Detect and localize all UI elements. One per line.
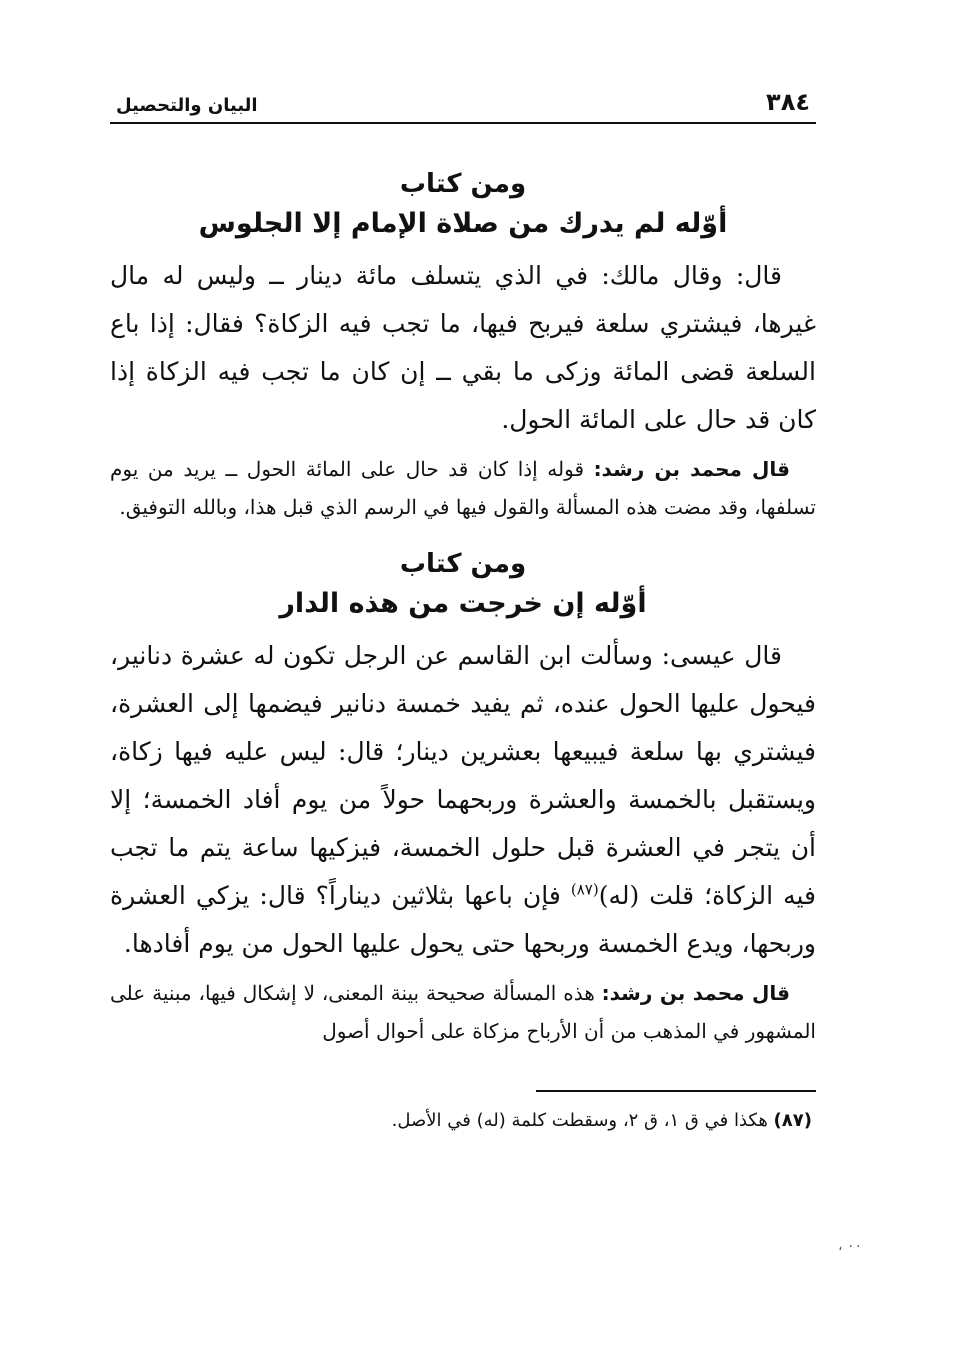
paragraph-text-part-1: قال عيسى: وسألت ابن القاسم عن الرجل تكون له عشرة دنانير، فيحول عليها الحول عنده، ثم يفيد خمسة دنانير فيضمها إلى العشرة، فيشتري بها سلعة فيبيعها بعشرين دينار؛ قال: ليس عليه فيها زكاة، ويستقبل بالخمسة والعشرة وربحهما حولاً من يوم أفاد الخمسة؛ إلا أن يتجر في العشرة قبل حلول الخمسة، فيزكيها ساعة يتم ما تجب فيه الزكاة؛ قلت (له) (110, 641, 816, 910)
section-2-heading-line-2: أوّله إن خرجت من هذه الدار (279, 588, 647, 619)
paragraph-text-part-2: فإن باعها بثلاثين ديناراً؟ قال: يزكي العشرة وربحها، ويدع الخمسة وربحها حتى يحول عليها الحول من يوم أفادها. (110, 881, 816, 958)
footnote-reference: (٨٧) (570, 880, 599, 899)
section-1-commentary (110, 450, 816, 526)
footnote (110, 1106, 816, 1136)
section-1-heading-line-2: أوّله لم يدرك من صلاة الإمام إلا الجلوس (198, 208, 728, 239)
commentary-speaker: قال محمد بن رشد: (593, 457, 790, 481)
commentary-text: قوله إذا كان قد حال على المائة الحول ــ يريد من يوم تسلفها، وقد مضت هذه المسألة والقول فيها في الرسم الذي قبل هذا، وبالله التوفيق. (110, 457, 816, 519)
commentary-text: هذه المسألة صحيحة بينة المعنى، لا إشكال فيها، مبنية على المشهور في المذهب من أن الأرباح مزكاة على أحوال أصول (110, 981, 816, 1043)
footnote-number: (٨٧) (773, 1110, 812, 1131)
section-1-paragraph-1: قال: وقال مالك: في الذي يتسلف مائة دينار ــ وليس له مال غيرها، فيشتري سلعة فيربح فيها، ما تجب فيه الزكاة؟ فقال: إذا باع السلعة قضى المائة وزكى ما بقي ــ إن كان ما تجب فيه الزكاة إذا كان قد حال على المائة الحول. (110, 261, 816, 434)
margin-mark: ٠٠ ، (838, 1238, 863, 1254)
footnote-text: هكذا في ق ١، ق ٢، وسقطت كلمة (له) في الأصل. (391, 1110, 774, 1131)
running-book-title: البيان والتحصيل (116, 95, 258, 116)
section-1-heading-line-1: ومن كتاب (399, 169, 527, 199)
commentary-speaker: قال محمد بن رشد: (601, 981, 790, 1005)
section-2-commentary (110, 974, 816, 1050)
book-page (110, 88, 816, 1348)
section-2-paragraph-1 (110, 632, 816, 968)
running-header (110, 88, 816, 124)
page-number: ٣٨٤ (766, 88, 810, 116)
section-2-heading-line-1: ومن كتاب (399, 549, 527, 579)
footnote-divider (536, 1090, 816, 1092)
